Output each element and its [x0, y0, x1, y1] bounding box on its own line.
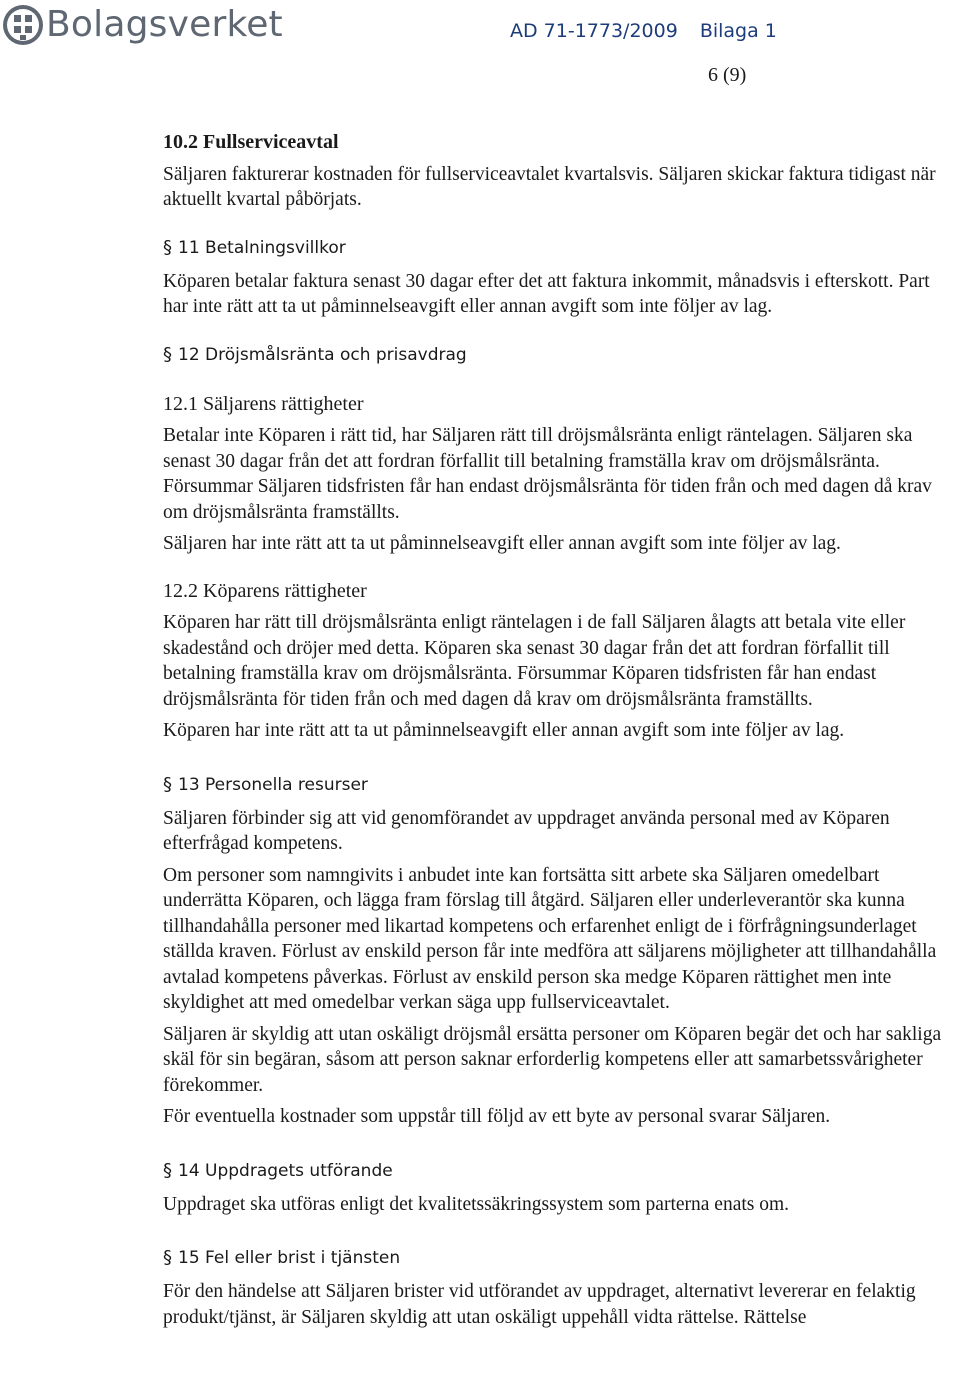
page-header [0, 0, 960, 86]
section-10-2-paragraph: Säljaren fakturerar kostnaden för fullserviceavtalet kvartalsvis. Säljaren skickar faktura tidigast när aktuellt kvartal påbörjats. [163, 163, 936, 210]
section-13-paragraph-4: För eventuella kostnader som uppstår till följd av ett byte av personal svarar Säljaren. [163, 1106, 831, 1127]
section-sign: § [163, 236, 172, 258]
section-14-title: 14 Uppdragets utförande [178, 1160, 393, 1181]
section-12-title: 12 Dröjsmålsränta och prisavdrag [178, 344, 467, 365]
page-number: 6 (9) [708, 64, 747, 86]
section-sign: § [163, 773, 172, 795]
section-11-title: 11 Betalningsvillkor [178, 237, 346, 258]
section-13-paragraph-1: Säljaren förbinder sig att vid genomförandet av uppdraget använda personal med av Köparen efterfrågad kompetens. [163, 807, 890, 854]
section-sign: § [163, 343, 172, 365]
document-body [163, 130, 958, 1336]
section-14-paragraph: Uppdraget ska utföras enligt det kvalitetssäkringssystem som parterna enats om. [163, 1193, 790, 1215]
section-11-paragraph: Köparen betalar faktura senast 30 dagar efter det att faktura inkommit, månadsvis i efterskott. Part har inte rätt att ta ut påminnelseavgift eller annan avgift som inte följer av lag. [163, 270, 930, 317]
document-reference [510, 20, 777, 42]
section-14-heading [163, 1158, 958, 1184]
section-15-title: 15 Fel eller brist i tjänsten [178, 1248, 401, 1268]
brand-name: Bolagsverket [46, 4, 283, 45]
section-15-paragraph: För den händelse att Säljaren brister vid utförandet av uppdraget, alternativt levererar en felaktig produkt/tjänst, är Säljaren skyldig att utan oskäligt uppehåll vidta rättelse. Rättelse [163, 1281, 916, 1328]
section-12-2-paragraph-2: Köparen har inte rätt att ta ut påminnelseavgift eller annan avgift som inte följer av lag. [163, 720, 845, 741]
section-12-heading [163, 342, 958, 368]
section-12-2-paragraph-1: Köparen har rätt till dröjsmålsränta enligt räntelagen i de fall Säljaren ålagts att betala vite eller skadestånd och dröjer med detta. Köparen ska senast 30 dagar från det att fordran förfallit till betalning framställa krav om dröjsmålsränta. Försummar Köparen tidsfristen får han endast dröjsmålsränta för tiden från och med dagen då krav om dröjsmålsränta framställts. [163, 612, 906, 710]
section-10-2-title: 10.2 Fullserviceavtal [163, 131, 339, 153]
section-12-2-title: 12.2 Köparens rättigheter [163, 579, 367, 602]
section-13-paragraph-3: Säljaren är skyldig att utan oskäligt dröjsmål ersätta personer om Köparen begär det och har sakliga skäl för sin begäran, såsom att person saknar erforderlig kompetens eller att samarbetssvårigheter förekommer. [163, 1023, 942, 1096]
section-12-1-paragraph-2: Säljaren har inte rätt att ta ut påminnelseavgift eller annan avgift som inte följer av lag. [163, 533, 841, 554]
section-sign: § [163, 1159, 172, 1181]
section-15-heading [163, 1245, 958, 1271]
section-12-1-title: 12.1 Säljarens rättigheter [163, 392, 364, 415]
bolagsverket-logo [0, 2, 283, 48]
bilaga-label: Bilaga 1 [699, 20, 777, 42]
doc-ref-number: AD 71-1773/2009 [510, 20, 678, 42]
section-13-heading [163, 772, 958, 798]
crown-logo-icon [0, 2, 46, 48]
section-11-heading [163, 235, 958, 261]
section-sign: § [163, 1247, 172, 1268]
section-13-paragraph-2: Om personer som namngivits i anbudet inte kan fortsätta sitt arbete ska Säljaren omedelbart underrätta Köparen, och lägga fram förslag till åtgärd. Säljaren eller underleverantör ska kunna tillhandahålla personer med likartad kompetens och erfarenhet enligt de i förfrågningsunderlaget ställda kraven. Förlust av enskild person får inte medföra att säljarens möjligheter att tillhandahålla avtalad kompetens påverkas. Förlust av enskild person ska medge Köparen rättighet men inte skyldighet att med omedelbar verkan säga upp fullserviceavtalet. [163, 864, 937, 1013]
section-13-title: 13 Personella resurser [178, 774, 368, 795]
section-12-1-paragraph-1: Betalar inte Köparen i rätt tid, har Säljaren rätt till dröjsmålsränta enligt räntelagen. Säljaren ska senast 30 dagar från det att fordran förfallit till betalning framställa krav om dröjsmålsränta. Försummar Säljaren tidsfristen får han endast dröjsmålsränta för tiden från och med dagen då krav om dröjsmålsränta framställts. [163, 425, 932, 523]
